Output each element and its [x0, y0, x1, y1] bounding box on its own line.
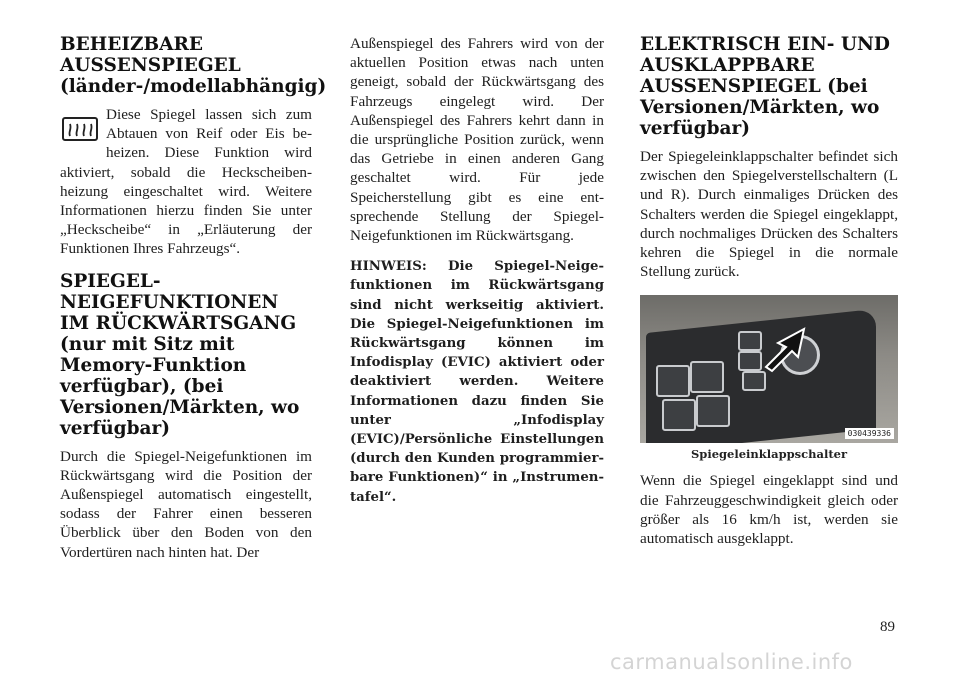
mirror-fold-switch: [738, 351, 762, 371]
column-right: [640, 34, 898, 560]
power-fold-text: Der Spiegeleinklappschalter befindet sich zwischen den Spiegelverstellschaltern (L und R). Durch einmaliges Drücken des Schalters werden die Spiegel eingeklappt, durch nochmaliges Drücken des Schalters kehren die Spiegel in die normale Stellung zurück.: [640, 148, 898, 281]
page-number: 89: [880, 619, 895, 635]
heading-power-fold-mirrors: ELEKTRISCH EIN- UND AUSKLAPPBARE AUSSENSPIEGEL (bei Versionen/Märkten, wo verfügbar): [640, 34, 890, 139]
window-switch-4: [696, 395, 730, 427]
figure-code: 030439336: [845, 428, 894, 439]
reverse-tilt-text: Durch die Spiegel-Neigefunktionen im Rückwärtsgang wird die Position der Außenspiegel automatisch eingestellt, sodass der Fahrer einen besseren Überblick über den Boden von den Vordertüren nach hinten hat. Der: [60, 447, 312, 561]
mirror-select-switch-r: [742, 371, 766, 391]
heading-heated-mirrors: BEHEIZBARE AUSSENSPIEGEL (länder-/modellabhängig): [60, 34, 327, 97]
column-left: [60, 34, 327, 574]
reverse-tilt-text-continued: Außenspiegel des Fahrers wird von der aktuellen Position etwas nach unten geneigt, sobald der Rückwärtsgang des Fahrzeugs eingelegt wird. Der Außenspiegel des Fahrers kehrt dann in die ursprüngliche Position zurück, wenn das Getriebe in einen anderen Gang geschaltet wird. Für jede Speicherstellung gibt es eine entsprechende Stellung der Spiegel-Neigefunktionen im Rückwärtsgang.: [350, 35, 604, 245]
figure-caption: Spiegeleinklappschalter: [690, 447, 848, 462]
watermark: carmanualsonline.info: [610, 650, 853, 674]
heading-reverse-tilt: SPIEGEL-NEIGEFUNKTIONEN IM RÜCKWÄRTSGANG (nur mit Sitz mit Memory-Funktion verfügbar), (bei Versionen/Märkten, wo verfügbar): [60, 270, 300, 439]
column-middle: [350, 34, 604, 519]
window-switch-1: [656, 365, 690, 397]
note-text: HINWEIS: Die Spiegel-Neigefunktionen im Rückwärtsgang sind nicht werkseitig aktiviert. Die Spiegel-Neigefunktionen im Rückwärtsgang können im Infodisplay (EVIC) aktiviert oder deaktiviert werden. Weitere Informationen dazu finden Sie unter „Infodisplay (EVIC)/Persönliche Einstellungen (durch den Kunden programmierbare Funktionen)“ in „Instrumentafel“.: [350, 259, 604, 505]
window-switch-2: [690, 361, 724, 393]
window-switch-3: [662, 399, 696, 431]
mirror-select-switch-l: [738, 331, 762, 351]
pointer-arrow-icon: [760, 323, 820, 373]
auto-unfold-text: Wenn die Spiegel eingeklappt sind und die Fahrzeuggeschwindigkeit gleich oder größer als 16 km/h ist, werden sie automatisch ausgeklappt.: [640, 472, 898, 548]
mirror-fold-switch-photo: [640, 295, 898, 443]
heated-mirrors-text: Diese Spiegel lassen sich zum Abtauen von Reif oder Eis beheizen. Diese Funktion wird aktiviert, sobald die Heckscheibenheizung eingeschaltet wird. Weitere Informationen hierzu finden Sie unter „Heckscheibe“ in „Erläuterung der Funktionen Ihres Fahrzeugs“.: [60, 106, 312, 258]
rear-defrost-icon: [62, 117, 98, 143]
